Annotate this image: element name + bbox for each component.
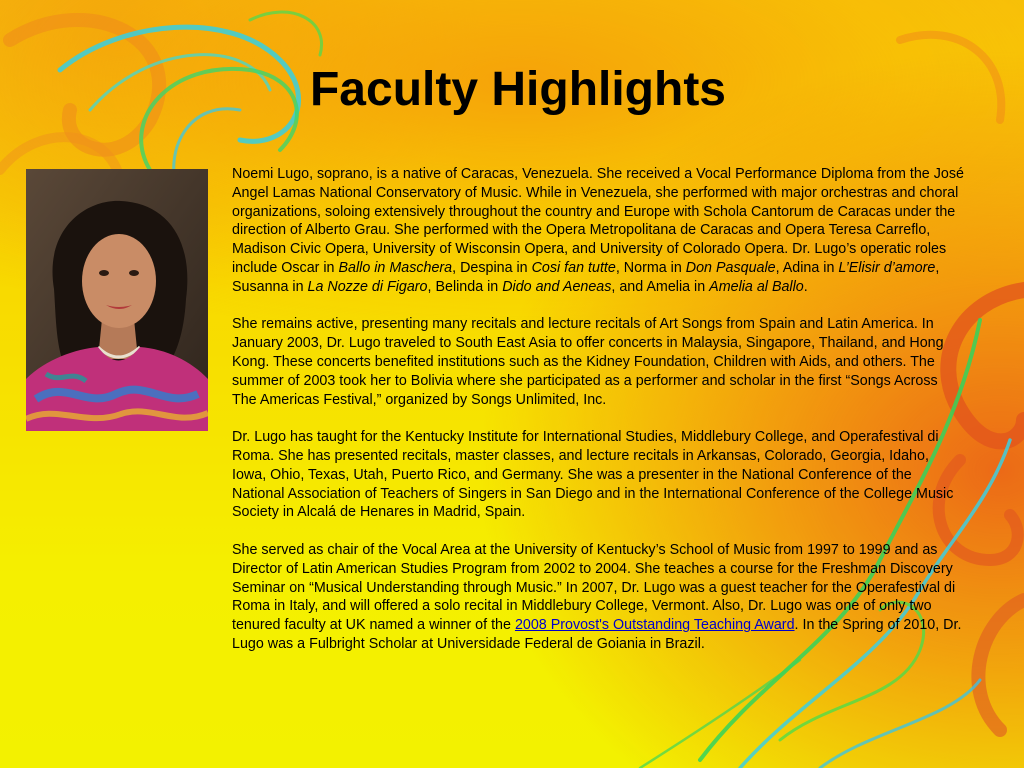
bio-paragraph-3: Dr. Lugo has taught for the Kentucky Institute for International Studies, Middlebury College, and Operafestival di Roma. She has presented recitals, master classes, and lecture recitals in Arkansas, Colorado, Georgia, Idaho, Iowa, Ohio, Texas, Utah, Puerto Rico, and Germany. She was a presenter in the National Conference of the National Association of Teachers of Singers in San Diego and in the International Conference of the College Music Society in Alcalá de Henares in Madrid, Spain. [232,429,954,521]
portrait-photo-illustration [26,169,208,431]
green-swirl [640,660,800,768]
bio-paragraph-4: She served as chair of the Vocal Area at the University of Kentucky’s School of Music from 1997 to 1999 and as Director of Latin American Studies Program from 2002 to 2004. She teaches a course for the Freshman Discovery Seminar on “Musical Understanding through Music.” In 2007, Dr. Lugo was a guest teacher for the Operafestival di Roma in Italy, and will offered a solo recital in Middlebury College, Vermont. Also, Dr. Lugo was one of only two tenured faculty at UK named a winner of the 2008 Provost's Outstanding Teaching Award. In the Spring of 2010, Dr. Lugo was a Fulbright Scholar at Universidade Federal de Goiania in Brazil. [232,541,962,652]
orange-flourish [978,600,1024,730]
provost-award-link[interactable]: 2008 Provost's Outstanding Teaching Award [514,617,795,634]
slide-title: Faculty Highlights [309,63,726,116]
bio-paragraph-1: Noemi Lugo, soprano, is a native of Caracas, Venezuela. She received a Vocal Performance Diploma from the José Angel Lamas National Conservatory of Music. While in Venezuela, she performed with major orchestras and choral organizations, soloing extensively throughout the country and Europe with Schola Cantorum de Caracas under the direction of Alberto Grau. She performed with the Opera Metropolitana de Caracas and Opera Teresa Carreflo, Madison Civic Opera, University of Wisconsin Opera, and University of Colorado Opera. Dr. Lugo’s operatic roles include Oscar in Ballo in Maschera, Despina in Cosi fan tutte, Norma in Don Pasquale, Adina in L’Elisir d’amore, Susanna in La Nozze di Figaro, Belinda in Dido and Aeneas, and Amelia in Amelia al Ballo. [232,166,964,295]
portrait-photo [26,169,208,431]
bio-paragraph-2: She remains active, presenting many recitals and lecture recitals of Art Songs from Spain and Latin America. In January 2003, Dr. Lugo traveled to South East Asia to offer concerts in Malaysia, Singapore, Thailand, and Hong Kong. These concerts benefited institutions such as the Kidney Foundation, Children with Aids, and others. The summer of 2003 took her to Bolivia where she participated as a performer and scholar in the first “Songs Across The Americas Festival,” organized by Songs Unlimited, Inc. [232,316,944,408]
cyan-swirl [820,680,980,768]
biography-text [232,165,965,673]
green-swirl [250,12,322,55]
